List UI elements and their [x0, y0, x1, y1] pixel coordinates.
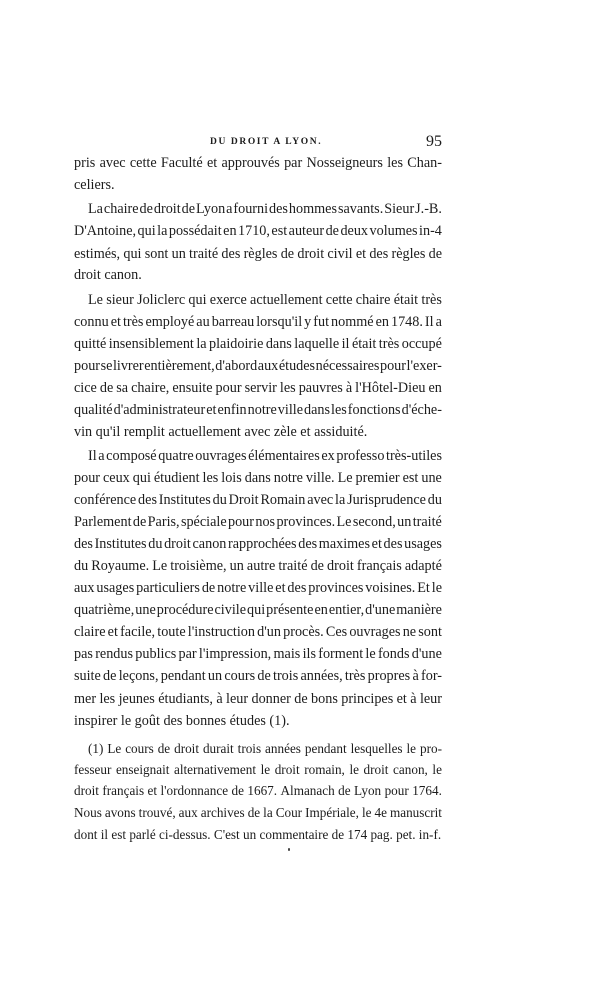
body-line: Le sieur Joliclerc qui exerce actuellement cette chaire était très [88, 292, 442, 308]
body-line: connu et très employé au barreau lorsqu'il y fut nommé en 1748. Il a [74, 314, 442, 330]
body-line: vin qu'il remplit actuellement avec zèle et assiduité. [74, 424, 368, 440]
body-line: pour se livrer entièrement, d'abord aux études nécessaires pour l'exer- [74, 358, 442, 374]
body-line: La chaire de droit de Lyon a fourni des hommes savants. Sieur J.-B. [88, 201, 442, 217]
footnote-line: dont il est parlé ci-dessus. C'est un commentaire de 174 pag. pet. in-f. [74, 827, 442, 842]
body-line: pas rendus publics par l'impression, mais ils forment le fonds d'une [74, 646, 442, 662]
body-line: droit canon. [74, 267, 142, 283]
body-line: conférence des Institutes du Droit Romain avec la Jurisprudence du [74, 492, 442, 508]
body-line: cice de sa chaire, ensuite pour servir les pauvres à l'Hôtel-Dieu en [74, 380, 442, 396]
body-line: qualité d'administrateur et enfin notre ville dans les fonctions d'éche- [74, 402, 442, 418]
running-title: DU DROIT A LYON. [210, 137, 323, 147]
body-line: pour ceux qui étudient les lois dans notre ville. Le premier est une [74, 470, 442, 486]
body-line: inspirer le goût des bonnes études (1). [74, 713, 290, 729]
body-line: celiers. [74, 177, 115, 193]
page-number: 95 [426, 133, 442, 150]
footnote-line: (1) Le cours de droit durait trois années pendant lesquelles le pro- [88, 741, 442, 756]
ink-speck [288, 848, 290, 851]
body-line: aux usages particuliers de notre ville et des provinces voisines. Et le [74, 580, 442, 596]
body-line: D'Antoine, qui la possédait en 1710, est auteur de deux volumes in-4 [74, 223, 442, 239]
body-line: quatrième, une procédure civile qui présente en entier, d'une manière [74, 602, 442, 618]
body-line: claire et facile, toute l'instruction d'un procès. Ces ouvrages ne sont [74, 624, 442, 640]
footnote-line: fesseur enseignait alternativement le droit romain, le droit canon, le [74, 762, 442, 777]
body-line: estimés, qui sont un traité des règles de droit civil et des règles de [74, 246, 442, 262]
body-line: pris avec cette Faculté et approuvés par Nosseigneurs les Chan- [74, 155, 442, 171]
footnote-line: Nous avons trouvé, aux archives de la Cour Impériale, le 4e manuscrit [74, 805, 442, 820]
body-line: Il a composé quatre ouvrages élémentaires ex professo très-utiles [88, 448, 442, 464]
footnote-line: droit français et l'ordonnance de 1667. Almanach de Lyon pour 1764. [74, 783, 442, 798]
body-line: Parlement de Paris, spéciale pour nos provinces. Le second, un traité [74, 514, 442, 530]
body-line: quitté insensiblement la plaidoirie dans laquelle il était très occupé [74, 336, 442, 352]
body-line: suite de leçons, pendant un cours de trois années, très propres à for- [74, 668, 442, 684]
body-line: mer les jeunes étudiants, à leur donner de bons principes et à leur [74, 691, 442, 707]
body-line: du Royaume. Le troisième, un autre traité de droit français adapté [74, 558, 442, 574]
body-line: des Institutes du droit canon rapprochées des maximes et des usages [74, 536, 442, 552]
